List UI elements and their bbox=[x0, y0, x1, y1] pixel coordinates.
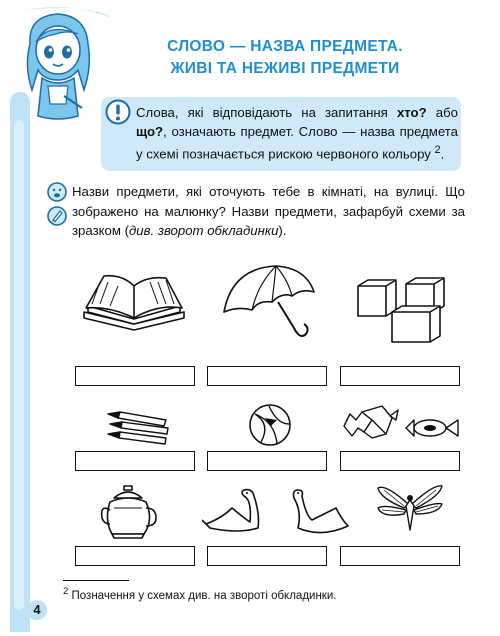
answer-box-teapot[interactable] bbox=[75, 546, 195, 566]
task-italic-reference: див. зворот обкладинки bbox=[129, 223, 279, 238]
footnote-divider bbox=[63, 580, 129, 581]
footnote-mark: 2 bbox=[63, 586, 69, 597]
umbrella-icon bbox=[218, 262, 320, 348]
exclamation-icon bbox=[105, 99, 131, 125]
answer-box-cubes[interactable] bbox=[340, 366, 460, 386]
book-icon bbox=[78, 272, 190, 334]
rule-part-4: . bbox=[440, 146, 445, 162]
brush-icon bbox=[47, 206, 67, 226]
dragonfly-icon bbox=[374, 482, 444, 534]
answer-box-pencils[interactable] bbox=[75, 451, 195, 471]
answer-box-ball[interactable] bbox=[207, 451, 327, 471]
page-title bbox=[120, 36, 450, 80]
rule-question-who: хто? bbox=[396, 105, 427, 120]
candies-icon bbox=[342, 404, 462, 444]
rule-part-1: Слова, які відповідають на запитання bbox=[136, 105, 397, 120]
pencils-icon bbox=[106, 408, 170, 446]
speaking-face-icon bbox=[47, 182, 67, 202]
footnote bbox=[63, 586, 336, 602]
rule-question-what: що? bbox=[136, 123, 164, 139]
title-line-2: ЖИВІ ТА НЕЖИВІ ПРЕДМЕТИ bbox=[170, 60, 400, 77]
side-bar-inner bbox=[14, 120, 24, 610]
task-main-text: Назви предмети, які оточують тебе в кімнаті, на вулиці. Що зображено на малюнку? Назви предмети, зафарбуй схеми за зразком ( bbox=[72, 184, 465, 238]
title-line-1: СЛОВО — НАЗВА ПРЕДМЕТА. bbox=[167, 38, 403, 55]
task-end: ). bbox=[278, 223, 287, 238]
rule-part-3: , означають предмет. Слово — назва предмета у схемі позначається рискою червоного кольору bbox=[136, 123, 458, 162]
swans-icon bbox=[202, 488, 352, 540]
rule-part-2: або bbox=[426, 105, 458, 120]
page-number: 4 bbox=[27, 600, 47, 620]
answer-box-swans[interactable] bbox=[207, 546, 327, 566]
answer-box-dragonfly[interactable] bbox=[340, 546, 460, 566]
rule-text bbox=[136, 104, 458, 164]
answer-box-candies[interactable] bbox=[340, 451, 460, 471]
cubes-icon bbox=[356, 276, 448, 346]
teapot-icon bbox=[98, 484, 158, 540]
ball-icon bbox=[247, 402, 293, 448]
footnote-text: Позначення у схемах див. на звороті обкладинки. bbox=[68, 589, 337, 602]
answer-box-book[interactable] bbox=[75, 366, 195, 386]
rule-footnote-mark: 2 bbox=[434, 144, 441, 156]
answer-box-umbrella[interactable] bbox=[207, 366, 327, 386]
task-text bbox=[72, 182, 465, 241]
